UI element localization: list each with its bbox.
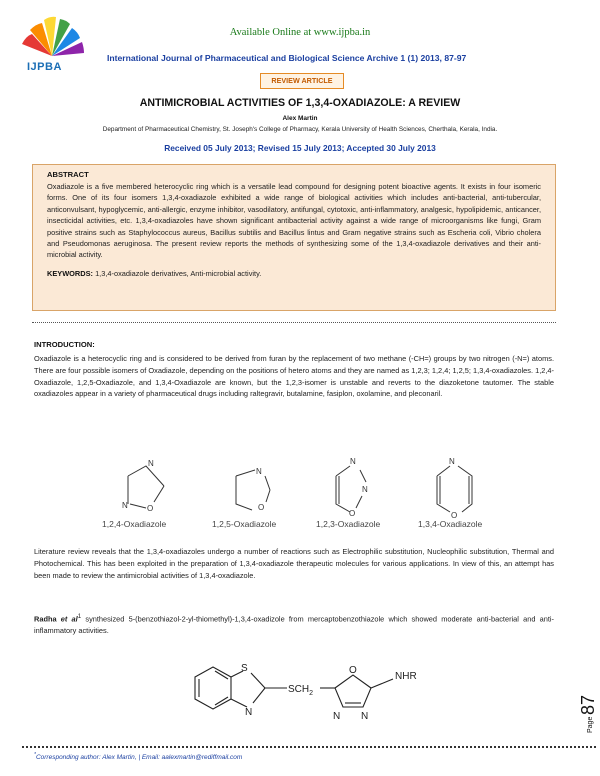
journal-citation: International Journal of Pharmaceutical and Biological Science Archive 1 (1) 2013, 87-97 xyxy=(107,53,467,63)
author-affiliation: Department of Pharmaceutical Chemistry, St. Joseph's College of Pharmacy, Kerala University of Health Sciences, Cherthala, Kerala, India. xyxy=(102,126,498,133)
oxadiazole-isomers-figure xyxy=(100,452,520,530)
struct-atom-n2: N xyxy=(361,711,369,722)
corr-text[interactable]: Corresponding author: Alex Martin, | Email: aalexmartin@rediffmail.com xyxy=(35,754,243,762)
abstract-heading: ABSTRACT xyxy=(47,170,89,179)
isomer4-atom-o: O xyxy=(451,511,458,520)
abstract-text: Oxadiazole is a five membered heterocyclic ring which is a versatile lead compound for designing potent bioactive agents. It exists in four isomeric forms. One of its four isomers 1,3,4-oxadiazole exhibited a wide range of biological activities which includes anti-bacterial, anti-tubercular, anticonvulsant, hypoglycemic, anti-allergic, enzyme inhibitor, vasodilatory, antifungal, cytotoxic, anti-inflammatory, analgesic, hypolipidemic, anticancer, insecticidal activities, etc. 1,3,4-oxadiazoles have shown significant antibacterial activity against a wide range of microorganisms like fungi, Gram positive strains such as Staphylococcus aureus, Bacillus subtilis and Bacillus lintus and Gram negative strains such as Escheria coli, Vibrio cholera and Pseudomonas aeruginosa. The present review reports the methods of synthesizing some of the 1,3,4-oxadiazole derivatives and their anti-microbial activity. xyxy=(47,182,541,260)
journal-url-link[interactable]: www.ijpba.in xyxy=(313,27,371,38)
logo-wordmark: IJPBA xyxy=(27,61,62,73)
isomer-label-123: 1,2,3-Oxadiazole xyxy=(316,519,381,529)
page-word: Page xyxy=(587,716,594,733)
radha-ref: 1 xyxy=(77,613,82,620)
isomer2-atom-n1: N xyxy=(256,467,262,476)
keywords-label: KEYWORDS: xyxy=(47,268,93,278)
radha-etal: et al xyxy=(60,614,78,624)
isomer2-atom-o: O xyxy=(258,503,265,512)
section-divider xyxy=(32,322,556,323)
page-number: 87 xyxy=(578,694,598,715)
isomer4-atom-n1: N xyxy=(449,457,455,466)
corr-mark: * xyxy=(34,752,36,758)
article-type-badge: REVIEW ARTICLE xyxy=(260,73,344,89)
isomer3-atom-n2: N xyxy=(362,485,368,494)
radha-text: synthesized 5-(benzothiazol-2-yl-thiomethyl)-1,3,4-oxadizole from mercaptobenzothiazole which showed moderate anti-bacterial and anti-inflammatory activities. xyxy=(34,614,555,636)
radha-paragraph xyxy=(34,611,554,637)
isomer-label-124: 1,2,4-Oxadiazole xyxy=(102,519,167,529)
keywords-text: 1,3,4-oxadiazole derivatives, Anti-microbial activity. xyxy=(95,268,262,278)
keywords-line xyxy=(47,269,541,278)
struct-atom-n1: N xyxy=(333,711,341,722)
isomer1-atom-n2: N xyxy=(122,501,128,510)
footer-rule xyxy=(22,746,596,748)
available-online-line xyxy=(0,27,600,38)
isomer1-atom-n1: N xyxy=(148,459,154,468)
isomer-label-125: 1,2,5-Oxadiazole xyxy=(212,519,277,529)
struct-atom-s: S xyxy=(241,663,248,674)
article-dates: Received 05 July 2013; Revised 15 July 2013; Accepted 30 July 2013 xyxy=(164,143,436,153)
isomer1-atom-o: O xyxy=(147,504,154,513)
isomer-label-134: 1,3,4-Oxadiazole xyxy=(418,519,483,529)
benzothiazole-oxadiazole-structure xyxy=(175,655,475,730)
page-number-label xyxy=(572,675,598,735)
struct-atom-n: N xyxy=(245,707,253,718)
literature-paragraph: Literature review reveals that the 1,3,4-oxadiazoles undergo a number of reactions such as Electrophilic substitution, Nucleophilic substitution, Thermal and Photochemical. This has been exploited in the preparation of 1,3,4-oxadiazole therapeutic molecules for various applications. In view of this, an attempt has been made to review the antimicrobial activities of 1,3,4-oxadiazole. xyxy=(34,547,554,580)
radha-author: Radha xyxy=(34,614,57,624)
isomer3-atom-n1: N xyxy=(350,457,356,466)
introduction-heading: INTRODUCTION: xyxy=(34,340,95,349)
article-title: ANTIMICROBIAL ACTIVITIES OF 1,3,4-OXADIAZOLE: A REVIEW xyxy=(139,97,461,109)
corresponding-author-note xyxy=(34,752,242,761)
introduction-paragraph: Oxadiazole is a heterocyclic ring and is considered to be derived from furan by the replacement of two methane (-CH=) groups by two nitrogen (-N=) atoms. There are four possible isomers of Oxadiazole, depending on the positions of hetero atoms and they are named as 1,2,3; 1,2,4; 1,2,5; 1,3,4-oxadiazoles. 1,2,4-Oxadiazole, 1,2,5-Oxadiazole, and 1,3,4-Oxadiazole are known, but the 1,2,3-isomer is unstable and reverts to the diazoketone tautomer. The stable oxadiazoles appear in a variety of pharmaceutical drugs including raltegravir, butalamine, fasiplon, oxolamine, and pleconaril. xyxy=(34,354,554,399)
isomer3-atom-o: O xyxy=(349,509,356,518)
available-prefix: Available Online at xyxy=(229,27,312,38)
struct-linker: $SCH_2$ xyxy=(288,684,314,697)
struct-atom-o: O xyxy=(349,665,357,676)
struct-substituent: NHR xyxy=(395,671,417,682)
abstract-box xyxy=(32,164,556,311)
author-name: Alex Martin xyxy=(282,115,318,122)
